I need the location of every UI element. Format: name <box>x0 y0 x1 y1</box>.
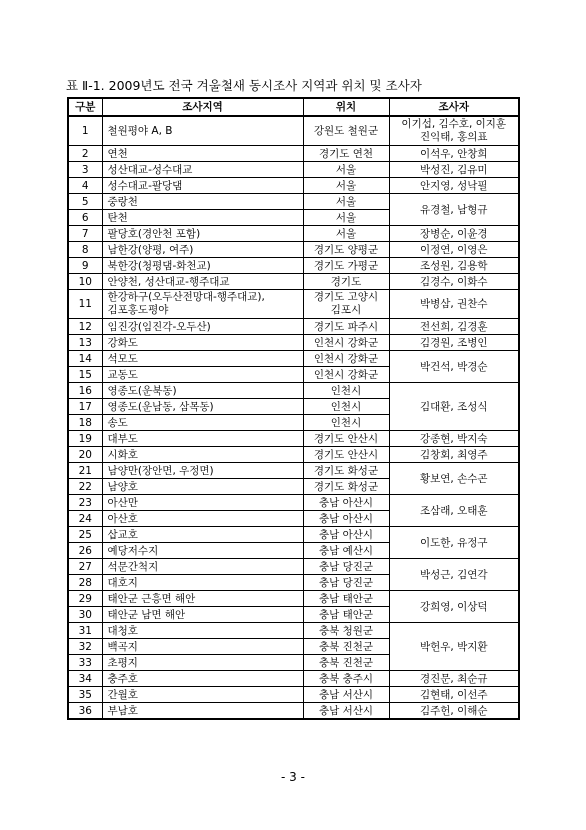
cell-site: 충주호 <box>102 671 303 687</box>
cell-location: 경기도 가평군 <box>303 258 389 274</box>
cell-site: 강화도 <box>102 335 303 351</box>
cell-location: 서울 <box>303 210 389 226</box>
cell-no: 14 <box>68 351 102 367</box>
cell-location: 인천시 <box>303 383 389 399</box>
cell-no: 10 <box>68 274 102 290</box>
cell-investigators: 김대환, 조성식 <box>389 383 519 431</box>
cell-no: 13 <box>68 335 102 351</box>
cell-no: 30 <box>68 607 102 623</box>
table-row <box>68 671 519 687</box>
cell-investigators: 김경원, 조병인 <box>389 335 519 351</box>
cell-no: 21 <box>68 463 102 479</box>
cell-investigators: 강희영, 이상덕 <box>389 591 519 623</box>
cell-location: 충남 아산시 <box>303 511 389 527</box>
table-row <box>68 559 519 575</box>
cell-investigators: 이석우, 안창희 <box>389 146 519 162</box>
cell-site: 남한강(양평, 여주) <box>102 242 303 258</box>
header-investigators: 조사자 <box>389 98 519 116</box>
table-row <box>68 319 519 335</box>
table-row <box>68 226 519 242</box>
table-row <box>68 527 519 543</box>
table-row <box>68 383 519 399</box>
survey-table <box>67 97 520 720</box>
cell-site: 석모도 <box>102 351 303 367</box>
table-row <box>68 258 519 274</box>
cell-location: 경기도 <box>303 274 389 290</box>
cell-investigators: 김주헌, 이해순 <box>389 703 519 720</box>
cell-investigators: 박건석, 박경순 <box>389 351 519 383</box>
cell-location: 충남 태안군 <box>303 591 389 607</box>
cell-site: 간월호 <box>102 687 303 703</box>
cell-location: 충남 아산시 <box>303 495 389 511</box>
table-caption: 표 Ⅱ-1. 2009년도 전국 겨울철새 동시조사 지역과 위치 및 조사자 <box>66 78 422 93</box>
cell-site: 남양호 <box>102 479 303 495</box>
table-row <box>68 274 519 290</box>
cell-no: 35 <box>68 687 102 703</box>
table-row <box>68 591 519 607</box>
cell-location: 충북 진천군 <box>303 655 389 671</box>
cell-site: 교동도 <box>102 367 303 383</box>
cell-investigators: 박헌우, 박지환 <box>389 623 519 671</box>
cell-investigators: 조성원, 김용학 <box>389 258 519 274</box>
cell-location: 충남 서산시 <box>303 703 389 720</box>
table-row <box>68 194 519 210</box>
cell-location: 충북 진천군 <box>303 639 389 655</box>
cell-site: 성산대교-성수대교 <box>102 162 303 178</box>
cell-location: 서울 <box>303 194 389 210</box>
cell-site: 삽교호 <box>102 527 303 543</box>
cell-site: 석문간척지 <box>102 559 303 575</box>
table-row <box>68 703 519 720</box>
table-row <box>68 495 519 511</box>
cell-location: 인천시 <box>303 399 389 415</box>
cell-location: 충북 충주시 <box>303 671 389 687</box>
cell-no: 32 <box>68 639 102 655</box>
cell-site: 안양천, 성산대교-행주대교 <box>102 274 303 290</box>
table-row <box>68 162 519 178</box>
cell-no: 9 <box>68 258 102 274</box>
table-row <box>68 447 519 463</box>
cell-location: 충남 서산시 <box>303 687 389 703</box>
table-row <box>68 116 519 146</box>
header-location: 위치 <box>303 98 389 116</box>
cell-no: 33 <box>68 655 102 671</box>
table-row <box>68 335 519 351</box>
cell-no: 2 <box>68 146 102 162</box>
cell-site: 백곡지 <box>102 639 303 655</box>
table-row <box>68 431 519 447</box>
cell-location: 경기도 고양시 김포시 <box>303 290 389 319</box>
cell-location: 경기도 화성군 <box>303 479 389 495</box>
cell-site: 대부도 <box>102 431 303 447</box>
cell-no: 27 <box>68 559 102 575</box>
cell-site: 예당저수지 <box>102 543 303 559</box>
cell-site: 태안군 남면 해안 <box>102 607 303 623</box>
cell-location: 경기도 안산시 <box>303 447 389 463</box>
cell-location: 서울 <box>303 178 389 194</box>
table-row <box>68 146 519 162</box>
cell-no: 29 <box>68 591 102 607</box>
cell-no: 23 <box>68 495 102 511</box>
table-row <box>68 351 519 367</box>
page-number: - 3 - <box>281 770 305 784</box>
cell-location: 충남 아산시 <box>303 527 389 543</box>
cell-investigators: 박병삼, 권찬수 <box>389 290 519 319</box>
cell-site: 태안군 근흥면 해안 <box>102 591 303 607</box>
cell-site: 철원평야 A, B <box>102 116 303 146</box>
cell-site: 대청호 <box>102 623 303 639</box>
cell-no: 20 <box>68 447 102 463</box>
cell-location: 인천시 <box>303 415 389 431</box>
table-row <box>68 687 519 703</box>
cell-location: 경기도 양평군 <box>303 242 389 258</box>
cell-site: 중랑천 <box>102 194 303 210</box>
cell-site: 초평지 <box>102 655 303 671</box>
table-row <box>68 290 519 319</box>
cell-no: 8 <box>68 242 102 258</box>
cell-investigators: 박성진, 김유미 <box>389 162 519 178</box>
cell-no: 28 <box>68 575 102 591</box>
cell-site: 영종도(운남동, 삼목동) <box>102 399 303 415</box>
cell-location: 충남 태안군 <box>303 607 389 623</box>
cell-investigators: 김창회, 최영주 <box>389 447 519 463</box>
table-row <box>68 178 519 194</box>
cell-no: 24 <box>68 511 102 527</box>
cell-location: 충남 당진군 <box>303 559 389 575</box>
cell-location: 강원도 철원군 <box>303 116 389 146</box>
cell-site: 탄천 <box>102 210 303 226</box>
cell-no: 11 <box>68 290 102 319</box>
cell-location: 충북 청원군 <box>303 623 389 639</box>
cell-location: 서울 <box>303 226 389 242</box>
cell-site: 시화호 <box>102 447 303 463</box>
cell-investigators: 조삼래, 오태훈 <box>389 495 519 527</box>
cell-investigators: 김경수, 이화수 <box>389 274 519 290</box>
cell-investigators: 경진문, 최순규 <box>389 671 519 687</box>
cell-no: 4 <box>68 178 102 194</box>
cell-no: 1 <box>68 116 102 146</box>
header-no: 구분 <box>68 98 102 116</box>
table-row <box>68 623 519 639</box>
cell-location: 경기도 화성군 <box>303 463 389 479</box>
cell-investigators: 유경철, 남형규 <box>389 194 519 226</box>
cell-site: 아산만 <box>102 495 303 511</box>
table-row <box>68 242 519 258</box>
cell-site: 부남호 <box>102 703 303 720</box>
cell-site: 임진강(임진각-오두산) <box>102 319 303 335</box>
cell-no: 7 <box>68 226 102 242</box>
cell-investigators: 전선희, 김경훈 <box>389 319 519 335</box>
cell-location: 충남 예산시 <box>303 543 389 559</box>
cell-site: 한강하구(오두산전망대-행주대교), 김포홍도평야 <box>102 290 303 319</box>
cell-site: 대호지 <box>102 575 303 591</box>
cell-site: 성수대교-팔당댐 <box>102 178 303 194</box>
cell-site: 연천 <box>102 146 303 162</box>
cell-location: 인천시 강화군 <box>303 367 389 383</box>
cell-site: 남양만(장안면, 우정면) <box>102 463 303 479</box>
cell-investigators: 장병순, 이윤경 <box>389 226 519 242</box>
cell-no: 22 <box>68 479 102 495</box>
cell-investigators: 이정연, 이영은 <box>389 242 519 258</box>
cell-no: 12 <box>68 319 102 335</box>
cell-no: 19 <box>68 431 102 447</box>
cell-investigators: 안지영, 성낙필 <box>389 178 519 194</box>
cell-site: 아산호 <box>102 511 303 527</box>
cell-site: 팔당호(경안천 포함) <box>102 226 303 242</box>
cell-investigators: 박성근, 김연각 <box>389 559 519 591</box>
header-site: 조사지역 <box>102 98 303 116</box>
cell-location: 충남 당진군 <box>303 575 389 591</box>
cell-no: 17 <box>68 399 102 415</box>
cell-no: 6 <box>68 210 102 226</box>
cell-location: 서울 <box>303 162 389 178</box>
cell-investigators: 황보연, 손수곤 <box>389 463 519 495</box>
cell-no: 16 <box>68 383 102 399</box>
cell-location: 경기도 안산시 <box>303 431 389 447</box>
cell-no: 18 <box>68 415 102 431</box>
table-body <box>68 116 519 719</box>
cell-no: 34 <box>68 671 102 687</box>
cell-investigators: 이도한, 유정구 <box>389 527 519 559</box>
cell-no: 31 <box>68 623 102 639</box>
table-header-row <box>68 98 519 116</box>
cell-no: 15 <box>68 367 102 383</box>
cell-investigators: 김현태, 이선주 <box>389 687 519 703</box>
cell-no: 5 <box>68 194 102 210</box>
cell-no: 3 <box>68 162 102 178</box>
cell-site: 북한강(청평댐-화천교) <box>102 258 303 274</box>
cell-investigators: 강종현, 박지숙 <box>389 431 519 447</box>
cell-location: 인천시 강화군 <box>303 351 389 367</box>
cell-location: 경기도 파주시 <box>303 319 389 335</box>
cell-investigators: 이기섭, 김수호, 이지훈 진익태, 홍의표 <box>389 116 519 146</box>
table-row <box>68 463 519 479</box>
cell-site: 송도 <box>102 415 303 431</box>
cell-no: 36 <box>68 703 102 720</box>
cell-no: 26 <box>68 543 102 559</box>
cell-location: 인천시 강화군 <box>303 335 389 351</box>
cell-location: 경기도 연천 <box>303 146 389 162</box>
cell-no: 25 <box>68 527 102 543</box>
cell-site: 영종도(운북동) <box>102 383 303 399</box>
